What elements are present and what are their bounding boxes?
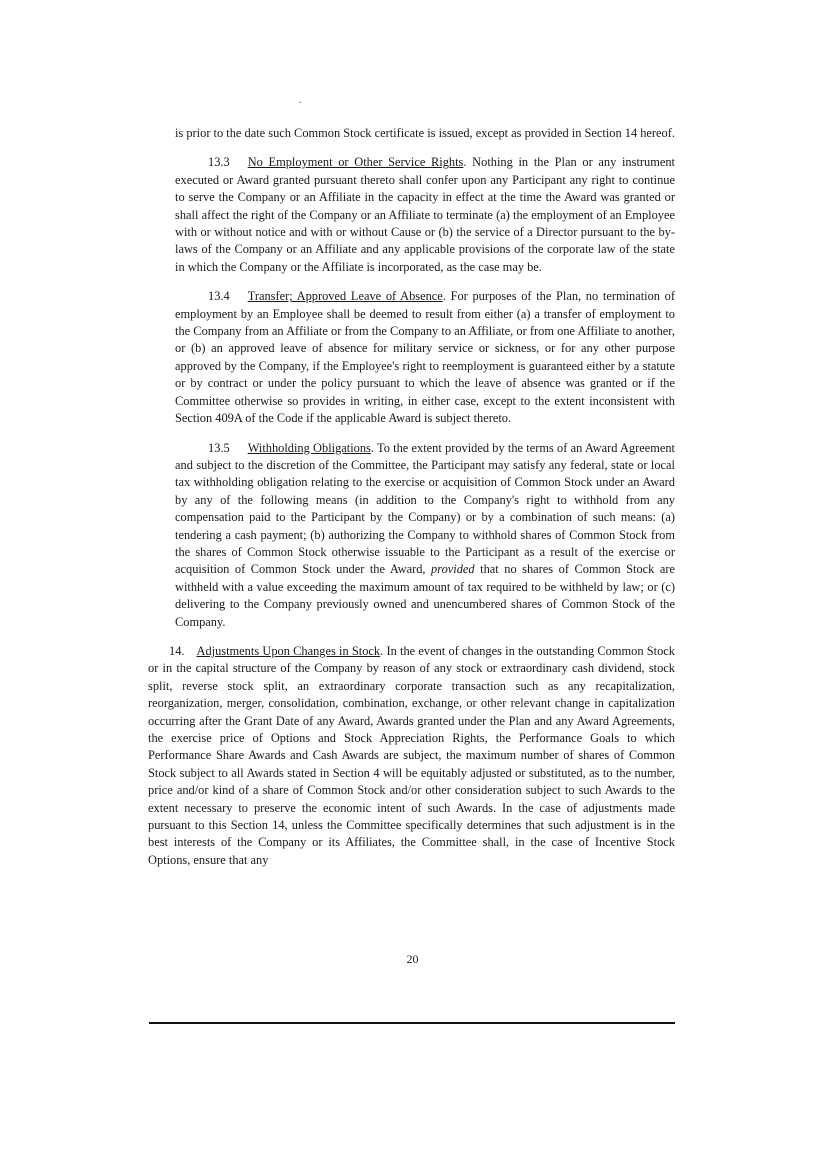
top-mark: . <box>299 95 302 106</box>
section-body: . To the extent provided by the terms of an Award Agreement and subject to the discretion of the Committee, the Participant may satisfy any federal, state or local tax withholding obligation relating to the exercise or acquisition of Common Stock under an Award by any of the following means (in addition to the Company's right to withhold from any compensation paid to the Participant by the Company) or by a combination of such means: (a) tendering a cash payment; (b) authorizing the Company to withhold shares of Common Stock from the shares of Common Stock otherwise issuable to the Participant as a result of the exercise or acquisition of Common Stock under the Award, <box>175 440 675 577</box>
section-heading: No Employment or Other Service Rights <box>247 155 464 170</box>
section-heading: Adjustments Upon Changes in Stock <box>196 643 381 658</box>
section-body: that no shares of Common Stock are withheld with a value exceeding the maximum amount of tax required to be withheld by law; or (c) delivering to the Company previously owned and unencumbered shares of Common Stock of the Company. <box>175 562 675 629</box>
section-heading: Withholding Obligations <box>247 440 371 455</box>
section-body: . In the event of changes in the outstanding Common Stock or in the capital structure of the Company by reason of any stock or extraordinary cash dividend, stock split, reverse stock split, an extraordinary corporate transaction such as any recapitalization, reorganization, merger, consolidation, combination, exchange, or other relevant change in capitalization occurring after the Grant Date of any Award, Awards granted under the Plan and any Award Agreements, the exercise price of Options and Stock Appreciation Rights, the Performance Goals to which Performance Share Awards and Cash Awards are subject, the maximum number of shares of Common Stock subject to all Awards stated in Section 4 will be equitably adjusted or substituted, as to the number, price and/or kind of a share of Common Stock and/or other consideration subject to such Awards to the extent necessary to preserve the economic intent of such Awards. In the case of adjustments made pursuant to this Section 14, unless the Committee specifically determines that such adjustment is in the best interests of the Company or its Affiliates, the Committee shall, in the case of Incentive Stock Options, ensure that any <box>148 643 675 867</box>
section-number: 13.5 <box>208 440 230 455</box>
section-body: . Nothing in the Plan or any instrument executed or Award granted pursuant thereto shall confer upon any Participant any right to continue to serve the Company or an Affiliate in the capacity in effect at the time the Award was granted or shall affect the right of the Company or an Affiliate to terminate (a) the employment of an Employee with or without notice and with or without Cause or (b) the service of a Director pursuant to the by-laws of the Company or an Affiliate and any applicable provisions of the corporate law of the state in which the Company or the Affiliate is incorporated, as the case may be. <box>175 155 675 274</box>
section-number: 13.4 <box>208 289 230 304</box>
footer-rule <box>149 1022 675 1024</box>
section-number: 14. <box>169 643 185 658</box>
section-13-3 <box>148 154 675 276</box>
section-body-italic: provided <box>431 562 475 577</box>
document-page <box>148 125 675 881</box>
section-number: 13.3 <box>208 155 230 170</box>
section-body: . For purposes of the Plan, no termination of employment by an Employee shall be deemed to result from either (a) a transfer of employment to the Company from an Affiliate or from the Company to an Affiliate, or from one Affiliate to another, or (b) an approved leave of absence for military service or sickness, or for any other purpose approved by the Company, if the Employee's right to reemployment is guaranteed either by a statute or by contract or under the policy pursuant to which the leave of absence was granted or if the Committee otherwise so provides in writing, in either case, except to the extent inconsistent with Section 409A of the Code if the applicable Award is subject thereto. <box>175 289 675 426</box>
continuation-paragraph: is prior to the date such Common Stock certificate is issued, except as provided in Section 14 hereof. <box>175 126 675 140</box>
section-13-4 <box>148 288 675 427</box>
section-13-5 <box>148 440 675 631</box>
section-heading: Transfer; Approved Leave of Absence <box>247 289 443 304</box>
page-number: 20 <box>406 952 419 966</box>
section-14 <box>148 643 675 869</box>
